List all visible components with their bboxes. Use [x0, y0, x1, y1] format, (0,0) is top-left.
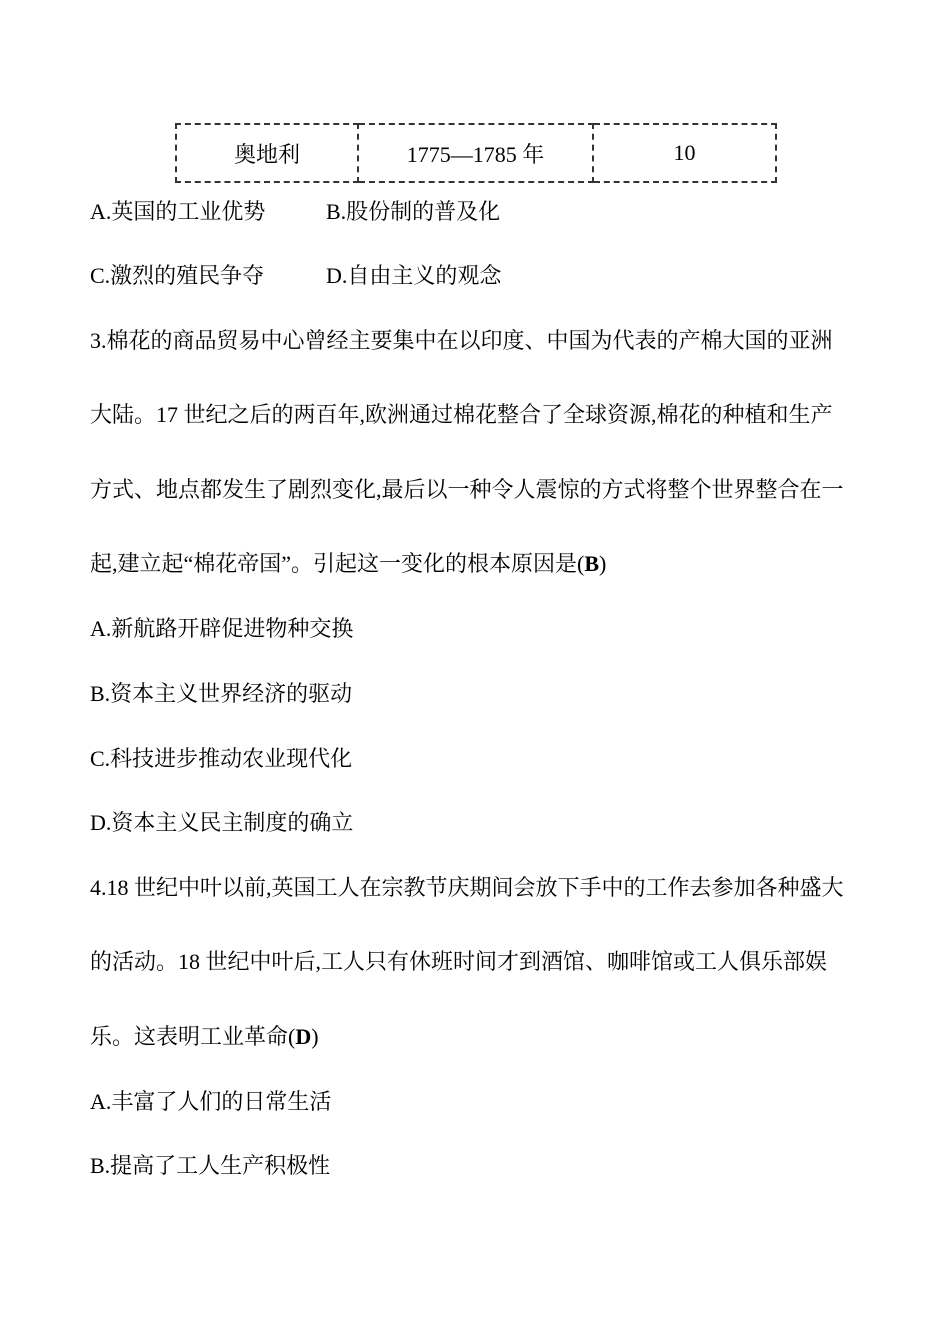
q4-option-b: B.提高了工人生产积极性 — [90, 1153, 331, 1178]
q4-stem-line-3 — [90, 1022, 319, 1052]
q2-option-c: C.激烈的殖民争夺 — [90, 263, 265, 288]
table-cell-country: 奥地利 — [176, 124, 358, 182]
q2-option-a: A.英国的工业优势 — [90, 199, 266, 224]
q4-stem-line-2: 的活动。18 世纪中叶后,工人只有休班时间才到酒馆、咖啡馆或工人俱乐部娱 — [90, 949, 828, 974]
q3-option-d: D.资本主义民主制度的确立 — [90, 810, 354, 835]
q3-stem-line-4 — [90, 549, 606, 579]
q3-option-c: C.科技进步推动农业现代化 — [90, 746, 353, 771]
table-cell-value: 10 — [593, 124, 776, 182]
q3-answer: B — [584, 551, 600, 576]
q3-stem-text: 起,建立起“棉花帝国”。引起这一变化的根本原因是( — [90, 551, 585, 576]
q4-answer: D — [295, 1024, 312, 1049]
q4-option-a: A.丰富了人们的日常生活 — [90, 1089, 332, 1114]
q4-close-paren: ) — [311, 1024, 319, 1049]
q3-stem-line-3: 方式、地点都发生了剧烈变化,最后以一种令人震惊的方式将整个世界整合在一 — [90, 477, 844, 502]
q3-stem-line-2: 大陆。17 世纪之后的两百年,欧洲通过棉花整合了全球资源,棉花的种植和生产 — [90, 402, 833, 427]
q3-stem-line-1: 3.棉花的商品贸易中心曾经主要集中在以印度、中国为代表的产棉大国的亚洲 — [90, 328, 833, 353]
q3-option-a: A.新航路开辟促进物种交换 — [90, 616, 354, 641]
q3-option-b: B.资本主义世界经济的驱动 — [90, 681, 353, 706]
q4-stem-line-1: 4.18 世纪中叶以前,英国工人在宗教节庆期间会放下手中的工作去参加各种盛大 — [90, 875, 844, 900]
q3-close-paren: ) — [599, 551, 607, 576]
table-cell-period: 1775—1785 年 — [358, 124, 593, 182]
q2-option-b: B.股份制的普及化 — [326, 199, 501, 224]
q2-option-d: D.自由主义的观念 — [326, 263, 502, 288]
table-row — [176, 124, 776, 182]
data-table — [175, 123, 777, 183]
q4-stem-text: 乐。这表明工业革命( — [90, 1024, 296, 1049]
